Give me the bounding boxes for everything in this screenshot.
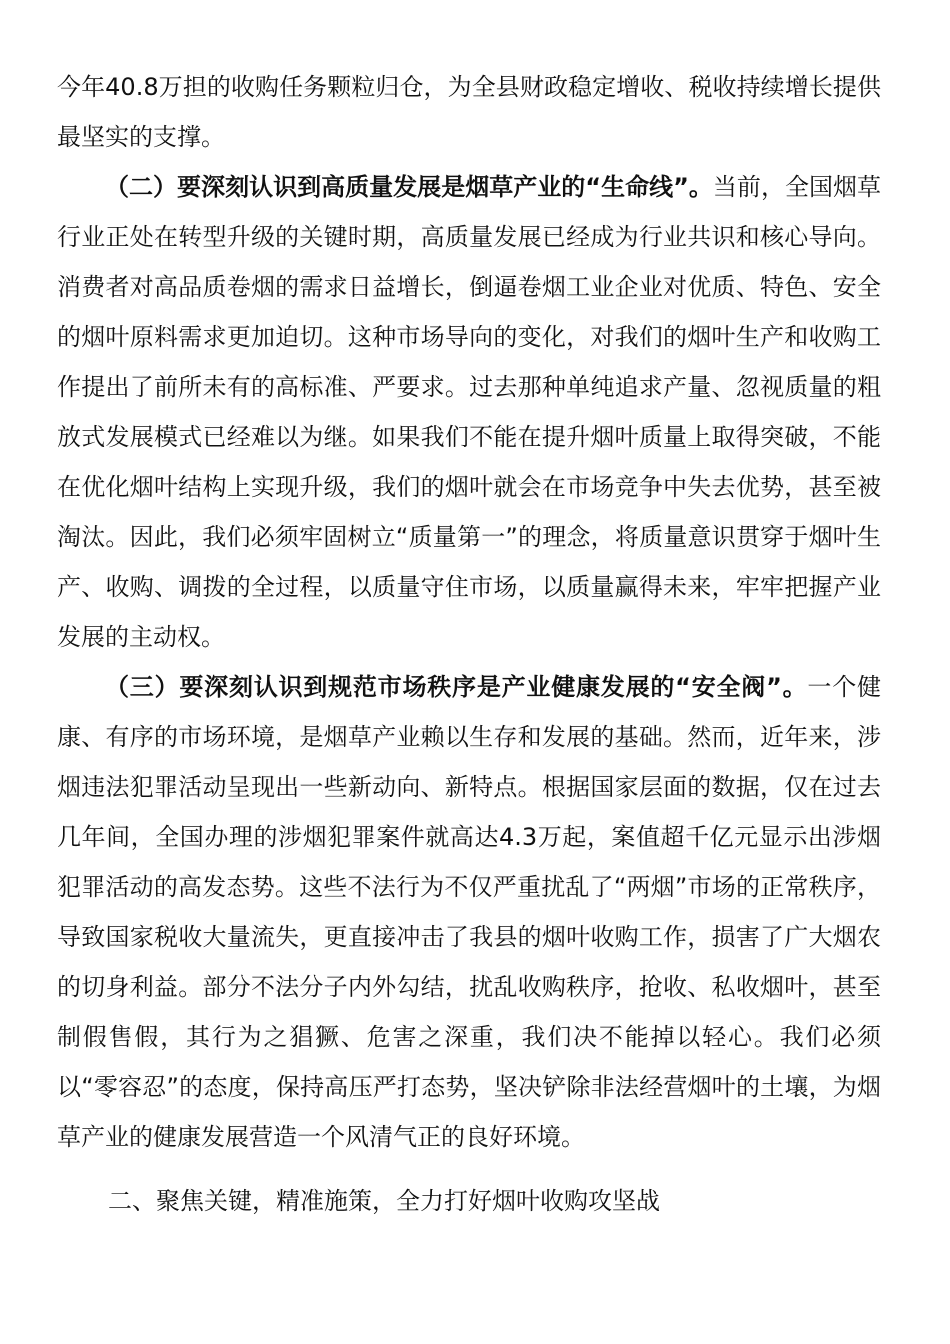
paragraph-continuation xyxy=(57,62,881,162)
paragraph-text: 一个健康、有序的市场环境，是烟草产业赖以生存和发展的基础。然而，近年来，涉烟违法犯罪活动呈现出一些新动向、新特点。根据国家层面的数据，仅在过去几年间，全国办理的涉烟犯罪案件就高达4.3万起，案值超千亿元显示出涉烟犯罪活动的高发态势。这些不法行为不仅严重扰乱了“两烟”市场的正常秩序，导致国家税收大量流失，更直接冲击了我县的烟叶收购工作，损害了广大烟农的切身利益。部分不法分子内外勾结，扰乱收购秩序，抢收、私收烟叶，甚至制假售假，其行为之猖獗、危害之深重，我们决不能掉以轻心。我们必须以“零容忍”的态度，保持高压严打态势，坚决铲除非法经营烟叶的土壤，为烟草产业的健康发展营造一个风清气正的良好环境。 xyxy=(57,673,881,1151)
paragraph-quality-development xyxy=(57,162,881,662)
paragraph-text: 当前，全国烟草行业正处在转型升级的关键时期，高质量发展已经成为行业共识和核心导向。消费者对高品质卷烟的需求日益增长，倒逼卷烟工业企业对优质、特色、安全的烟叶原料需求更加迫切。这种市场导向的变化，对我们的烟叶生产和收购工作提出了前所未有的高标准、严要求。过去那种单纯追求产量、忽视质量的粗放式发展模式已经难以为继。如果我们不能在提升烟叶质量上取得突破，不能在优化烟叶结构上实现升级，我们的烟叶就会在市场竞争中失去优势，甚至被淘汰。因此，我们必须牢固树立“质量第一”的理念，将质量意识贯穿于烟叶生产、收购、调拨的全过程，以质量守住市场，以质量赢得未来，牢牢把握产业发展的主动权。 xyxy=(57,173,882,651)
paragraph-market-order xyxy=(57,662,881,1162)
document-body xyxy=(57,62,881,1226)
section-heading xyxy=(57,1176,881,1226)
paragraph-lead-heading: （二）要深刻认识到高质量发展是烟草产业的“生命线”。 xyxy=(105,173,713,201)
paragraph-text: 今年40.8万担的收购任务颗粒归仓，为全县财政稳定增收、税收持续增长提供最坚实的支撑。 xyxy=(57,73,881,151)
paragraph-lead-heading: （三）要深刻认识到规范市场秩序是产业健康发展的“安全阀”。 xyxy=(105,673,808,701)
section-heading-text: 二、聚焦关键，精准施策，全力打好烟叶收购攻坚战 xyxy=(108,1187,660,1215)
